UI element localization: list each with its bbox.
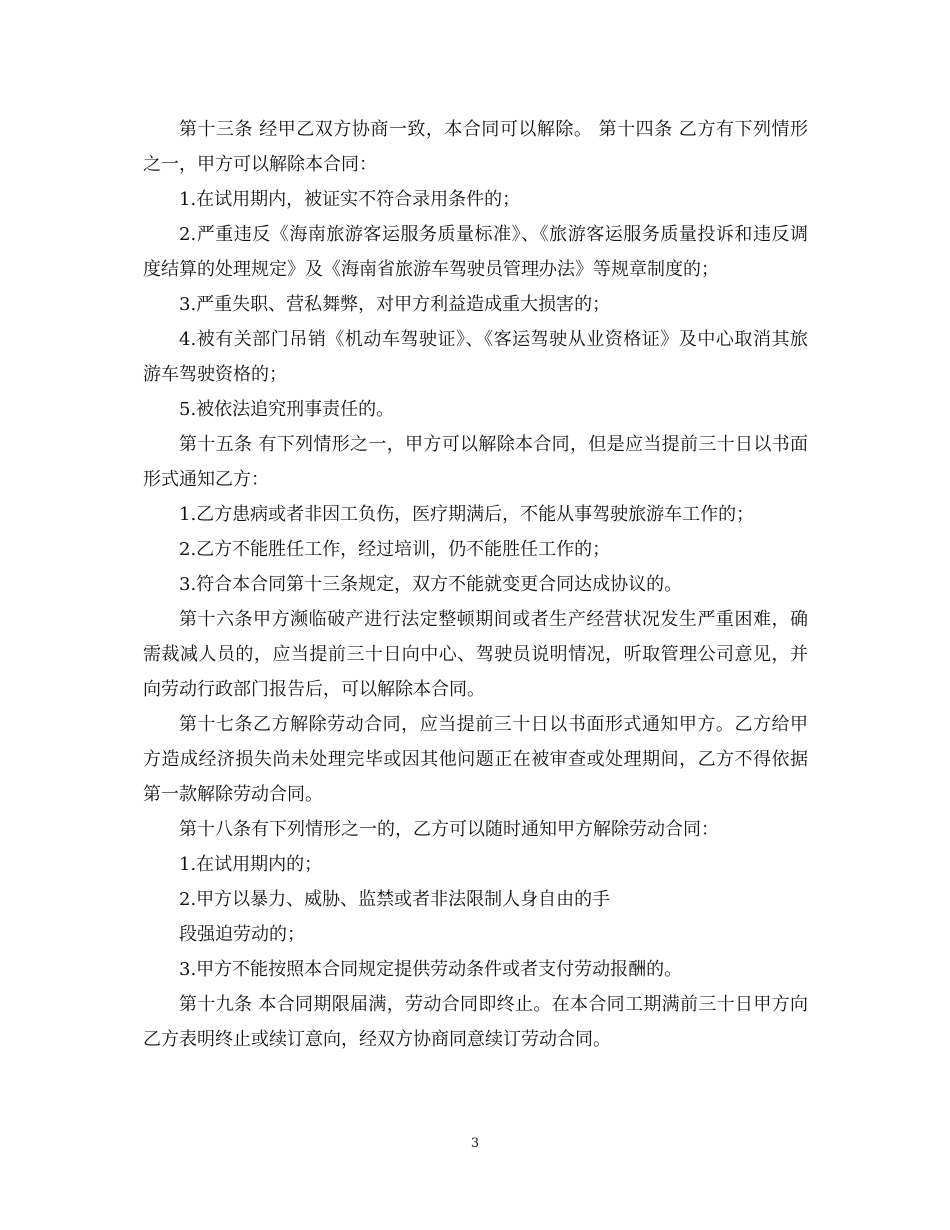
- paragraph-article-17: 第十七条乙方解除劳动合同，应当提前三十日以书面形式通知甲方。乙方给甲方造成经济损失尚未处理完毕或因其他问题正在被审查或处理期间，乙方不得依据第一款解除劳动合同。: [143, 714, 808, 805]
- document-body: [143, 112, 808, 1057]
- paragraph-item: 2.乙方不能胜任工作，经过培训，仍不能胜任工作的；: [179, 539, 611, 560]
- page-number: 3: [470, 1136, 480, 1151]
- paragraph-item: 3.符合本合同第十三条规定，双方不能就变更合同达成协议的。: [179, 574, 683, 595]
- paragraph-item-continued: 段强迫劳动的；: [179, 924, 305, 945]
- paragraph-article-19: 第十九条 本合同期限届满，劳动合同即终止。在本合同工期满前三十日甲方向乙方表明终止或续订意向，经双方协商同意续订劳动合同。: [143, 994, 808, 1050]
- paragraph-item: 5.被依法追究刑事责任的。: [179, 399, 395, 420]
- paragraph-article-18: 第十八条有下列情形之一的，乙方可以随时通知甲方解除劳动合同：: [179, 819, 719, 840]
- paragraph-article-13-14: 第十三条 经甲乙双方协商一致，本合同可以解除。 第十四条 乙方有下列情形之一，甲方可以解除本合同：: [143, 119, 808, 175]
- paragraph-item: 3.甲方不能按照本合同规定提供劳动条件或者支付劳动报酬的。: [179, 959, 683, 980]
- paragraph-item: 1.在试用期内，被证实不符合录用条件的；: [179, 189, 521, 210]
- paragraph-item: 3.严重失职、营私舞弊，对甲方利益造成重大损害的；: [179, 294, 611, 315]
- paragraph-article-16: 第十六条甲方濒临破产进行法定整顿期间或者生产经营状况发生严重困难，确需裁减人员的，应当提前三十日向中心、驾驶员说明情况，听取管理公司意见，并向劳动行政部门报告后，可以解除本合同。: [143, 609, 808, 700]
- paragraph-article-15: 第十五条 有下列情形之一，甲方可以解除本合同，但是应当提前三十日以书面形式通知乙方：: [143, 434, 808, 490]
- paragraph-item: 1.乙方患病或者非因工负伤，医疗期满后，不能从事驾驶旅游车工作的；: [179, 504, 755, 525]
- paragraph-item: 4.被有关部门吊销《机动车驾驶证》、《客运驾驶从业资格证》及中心取消其旅游车驾驶资格的；: [143, 329, 808, 385]
- paragraph-item: 2.甲方以暴力、威胁、监禁或者非法限制人身自由的手: [179, 889, 611, 910]
- paragraph-item: 2.严重违反《海南旅游客运服务质量标准》、《旅游客运服务质量投诉和违反调度结算的处理规定》及《海南省旅游车驾驶员管理办法》等规章制度的；: [143, 224, 808, 280]
- paragraph-item: 1.在试用期内的；: [179, 854, 323, 875]
